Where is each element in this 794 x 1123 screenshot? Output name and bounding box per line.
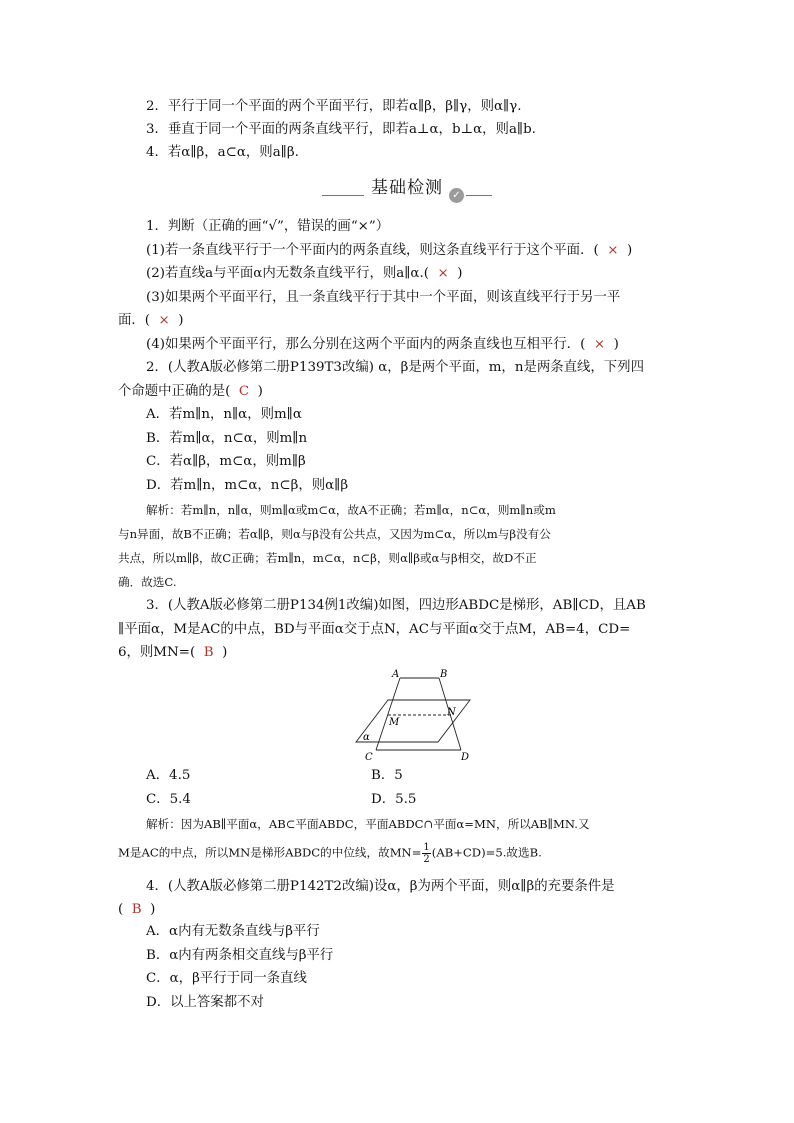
q3-answer: B xyxy=(203,645,214,660)
q3-stem-line3: 6，则MN=( B ) xyxy=(118,645,228,660)
q1-statement-1: (1)若一条直线平行于一个平面内的两条直线，则这条直线平行于这个平面．( × ) xyxy=(146,243,633,258)
q1-stem: 1．判断（正确的画“√”，错误的画“×”） xyxy=(146,219,390,234)
q2-explanation-line1: 解析：若m∥n，n∥α，则m∥α或m⊂α，故A不正确；若m∥α，n⊂α，则m∥n或m xyxy=(146,503,556,517)
trapezoid-plane-figure xyxy=(348,664,478,766)
label-d: D xyxy=(461,752,470,763)
q3-option-d: D．5.5 xyxy=(371,792,417,807)
q3-option-b: B．5 xyxy=(371,768,403,783)
q2-option-d: D．若m∥n，m⊂α，n⊂β，则α∥β xyxy=(146,478,349,493)
label-n: N xyxy=(447,707,456,718)
q3-stem-line2: ∥平面α，M是AC的中点，BD与平面α交于点N，AC与平面α交于点M，AB=4，CD= xyxy=(118,622,631,637)
q1-answer-4: × xyxy=(593,337,606,352)
label-c: C xyxy=(365,752,373,763)
q2-answer: C xyxy=(238,384,250,399)
q4-option-c: C．α，β平行于同一条直线 xyxy=(146,971,307,986)
q1-statement-2: (2)若直线a与平面α内无数条直线平行，则a∥α.( × ) xyxy=(146,266,463,281)
q3-option-a: A．4.5 xyxy=(146,768,191,783)
q2-explanation-line4: 确．故选C. xyxy=(118,575,177,589)
q4-option-d: D．以上答案都不对 xyxy=(146,995,264,1010)
q3-explanation-line1: 解析：因为AB∥平面α，AB⊂平面ABDC，平面ABDC∩平面α=MN，所以AB∥MN.又 xyxy=(146,817,590,831)
q2-option-b: B．若m∥α，n⊂α，则m∥n xyxy=(146,431,308,446)
q1-statement-4: (4)如果两个平面平行，那么分别在这两个平面内的两条直线也互相平行．( × ) xyxy=(146,337,619,352)
q1-answer-1: × xyxy=(607,243,619,258)
q3-stem-line1: 3．(人教A版必修第二册P134例1改编)如图，四边形ABDC是梯形，AB∥CD，且AB xyxy=(146,598,646,613)
q3-explanation-line2: M是AC的中点，所以MN是梯形ABDC的中位线，故MN= $\frac{1}{2}$ (AB+CD)=5.故选B. xyxy=(118,842,542,865)
q4-option-a: A．α内有无数条直线与β平行 xyxy=(146,924,320,939)
q2-option-a: A．若m∥n，n∥α，则m∥α xyxy=(146,407,302,422)
label-m: M xyxy=(389,717,400,728)
q1-statement-3-line1: (3)如果两个平面平行，且一条直线平行于其中一个平面，则该直线平行于另一平 xyxy=(146,290,621,305)
q4-answer: B xyxy=(131,902,142,917)
q2-stem-line1: 2．(人教A版必修第二册P139T3改编) α，β是两个平面，m，n是两条直线，下列四 xyxy=(146,360,644,375)
q4-stem-line2: ( B ) xyxy=(118,902,156,917)
q1-answer-2: × xyxy=(437,266,449,281)
fraction-one-half: $\frac{1}{2}$ xyxy=(423,842,430,865)
section-rule-right xyxy=(466,195,492,196)
q2-stem-line2: 个命题中正确的是( C ) xyxy=(118,384,263,399)
section-title: 基础检测 xyxy=(371,178,443,198)
q2-option-c: C．若α∥β，m⊂α，则m∥β xyxy=(146,454,306,469)
q1-answer-3: × xyxy=(158,313,170,328)
q2-explanation-line3: 共点，所以m∥β，故C正确；若m∥n，m⊂α，n⊂β，则α∥β或α与β相交，故D不正 xyxy=(118,551,537,565)
q1-statement-3-line2: 面．( × ) xyxy=(118,313,184,328)
property-4: 4．若α∥β，a⊂α，则a∥β. xyxy=(146,145,299,160)
segment-ac xyxy=(376,678,400,750)
label-b: B xyxy=(440,669,448,680)
property-3: 3．垂直于同一个平面的两条直线平行，即若a⊥α，b⊥α，则a∥b. xyxy=(146,122,536,137)
q4-stem-line1: 4．(人教A版必修第二册P142T2改编)设α，β为两个平面，则α∥β的充要条件是 xyxy=(146,879,615,894)
label-alpha: α xyxy=(363,732,370,743)
q2-explanation-line2: 与n异面，故B不正确；若α∥β，则α与β没有公共点，又因为m⊂α，所以m与β没有公 xyxy=(118,527,551,541)
property-2: 2．平行于同一个平面的两个平面平行，即若α∥β，β∥γ，则α∥γ. xyxy=(146,99,522,114)
section-rule-left xyxy=(322,195,364,196)
check-circle-icon: ✓ xyxy=(449,188,464,203)
q4-option-b: B．α内有两条相交直线与β平行 xyxy=(146,948,334,963)
label-a: A xyxy=(392,669,400,680)
q3-option-c: C．5.4 xyxy=(146,792,191,807)
